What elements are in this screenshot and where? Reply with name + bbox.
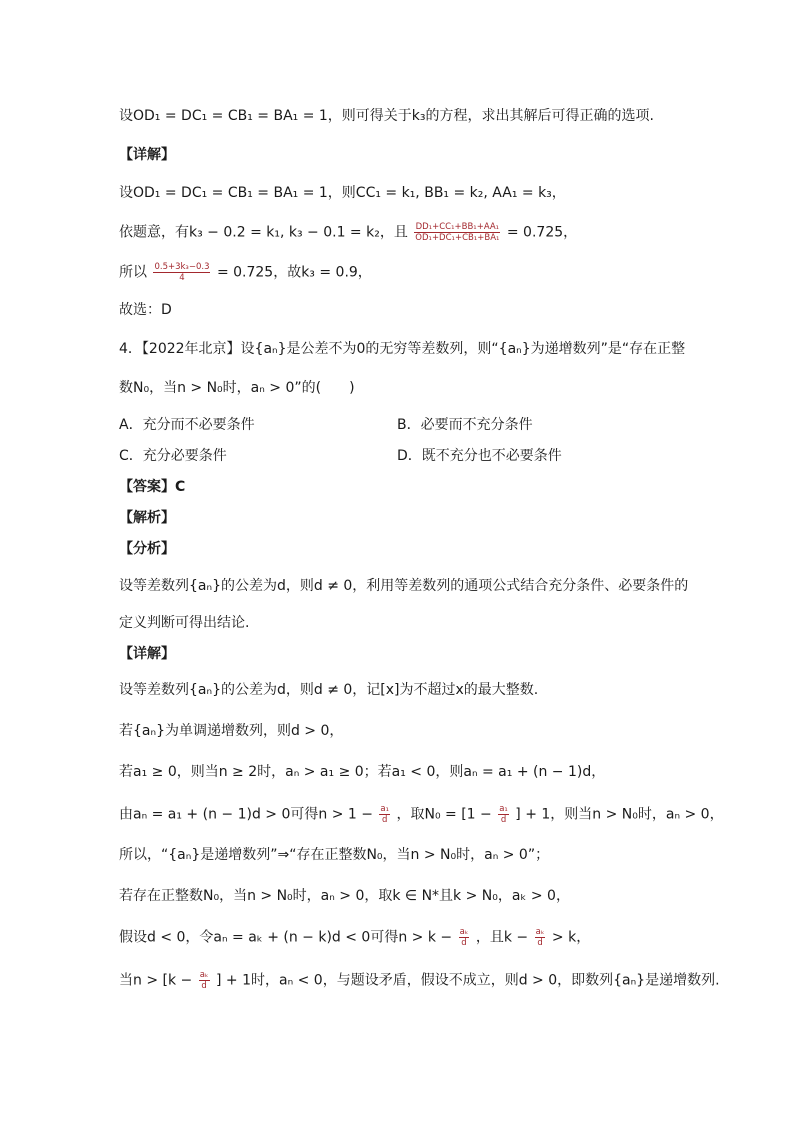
fraction-numerator: aₖ <box>199 970 209 980</box>
analysis-hint-text: 设OD₁ = DC₁ = CB₁ = BA₁ = 1，则可得关于k₃的方程，求出其解后可得正确的选项. <box>119 108 654 124</box>
text-segment: ] + 1时，aₙ < 0，与题设矛盾，假设不成立，则d > 0，即数列{aₙ}是递增数列. <box>216 972 720 989</box>
text-segment: = 0.725， <box>506 224 578 241</box>
equation-fraction <box>153 262 210 283</box>
analysis-heading: 【分析】 <box>119 541 175 557</box>
fraction-denominator: d <box>461 938 467 948</box>
option-a: A．充分而不必要条件 <box>119 417 255 433</box>
fraction-a1-over-d <box>498 804 509 825</box>
fraction-numerator: 0.5+3k₃−0.3 <box>154 262 210 272</box>
detail2-line-7 <box>119 927 590 948</box>
option-c: C．充分必要条件 <box>119 448 227 464</box>
detail-heading-2: 【详解】 <box>119 646 175 662</box>
fraction-numerator: a₁ <box>499 804 508 814</box>
detail-heading: 【详解】 <box>119 147 175 163</box>
text-segment: ] + 1，则当n > N₀时，aₙ > 0， <box>515 806 724 823</box>
question-4-line-2: 数N₀，当n > N₀时，aₙ > 0”的( ) <box>119 380 355 396</box>
text-segment: 当n > [k − <box>119 972 193 989</box>
option-d: D．既不充分也不必要条件 <box>397 448 562 464</box>
detail-line-3 <box>119 262 372 283</box>
fraction-denominator: d <box>201 981 207 991</box>
choice-result: 故选：D <box>119 302 172 318</box>
fraction-denominator: d <box>382 815 388 825</box>
text-segment: > k， <box>551 929 591 946</box>
text-segment: ，取N₀ = [1 − <box>396 806 492 823</box>
fraction-denominator: OD₁+DC₁+CB₁+BA₁ <box>415 233 500 243</box>
answer-heading: 【答案】C <box>119 479 186 495</box>
detail2-line-3: 若a₁ ≥ 0，则当n ≥ 2时，aₙ > a₁ ≥ 0；若a₁ < 0，则aₙ = a₁ + (n − 1)d， <box>119 764 606 780</box>
detail-line-2 <box>119 222 577 243</box>
fraction-numerator: a₁ <box>380 804 390 814</box>
analysis-line-1: 设等差数列{aₙ}的公差为d，则d ≠ 0，利用等差数列的通项公式结合充分条件、必要条件的 <box>119 578 689 594</box>
option-b: B．必要而不充分条件 <box>397 417 533 433</box>
text-segment: 假设d < 0，令aₙ = aₖ + (n − k)d < 0可得n > k − <box>119 929 453 946</box>
detail2-line-4 <box>119 804 724 825</box>
detail2-line-6: 若存在正整数N₀，当n > N₀时，aₙ > 0，取k ∈ N*且k > N₀，aₖ > 0， <box>119 888 570 904</box>
fraction-ak-over-d <box>199 970 210 991</box>
text-segment: 由aₙ = a₁ + (n − 1)d > 0可得n > 1 − <box>119 806 373 823</box>
text-segment: 所以 <box>119 264 147 281</box>
fraction-denominator: d <box>500 815 507 825</box>
text-segment: = 0.725，故k₃ = 0.9， <box>216 264 372 281</box>
fraction-numerator: DD₁+CC₁+BB₁+AA₁ <box>415 222 500 232</box>
fraction-ak-over-d <box>535 927 546 948</box>
detail-line-1: 设OD₁ = DC₁ = CB₁ = BA₁ = 1，则CC₁ = k₁, BB₁ = k₂, AA₁ = k₃， <box>119 185 566 201</box>
fraction-ak-over-d <box>459 927 470 948</box>
text-segment: 依题意，有k₃ − 0.2 = k₁, k₃ − 0.1 = k₂，且 <box>119 224 408 241</box>
detail2-line-1: 设等差数列{aₙ}的公差为d，则d ≠ 0，记[x]为不超过x的最大整数. <box>119 682 539 698</box>
ratio-fraction <box>414 222 500 243</box>
question-4-line-1: 4．【2022年北京】设{aₙ}是公差不为0的无穷等差数列，则“{aₙ}为递增数列”是“存在正整 <box>119 341 686 357</box>
fraction-denominator: d <box>537 938 543 948</box>
detail2-line-8 <box>119 970 720 991</box>
fraction-numerator: aₖ <box>459 927 469 937</box>
analysis-line-2: 定义判断可得出结论. <box>119 615 250 631</box>
fraction-denominator: 4 <box>179 273 185 283</box>
text-segment: ，且k − <box>475 929 529 946</box>
detail2-line-5: 所以，“{aₙ}是递增数列”⇒“存在正整数N₀，当n > N₀时，aₙ > 0”； <box>119 847 550 863</box>
explanation-heading: 【解析】 <box>119 510 175 526</box>
fraction-numerator: aₖ <box>535 927 545 937</box>
detail2-line-2: 若{aₙ}为单调递增数列，则d > 0， <box>119 723 344 739</box>
fraction-a1-over-d <box>379 804 390 825</box>
